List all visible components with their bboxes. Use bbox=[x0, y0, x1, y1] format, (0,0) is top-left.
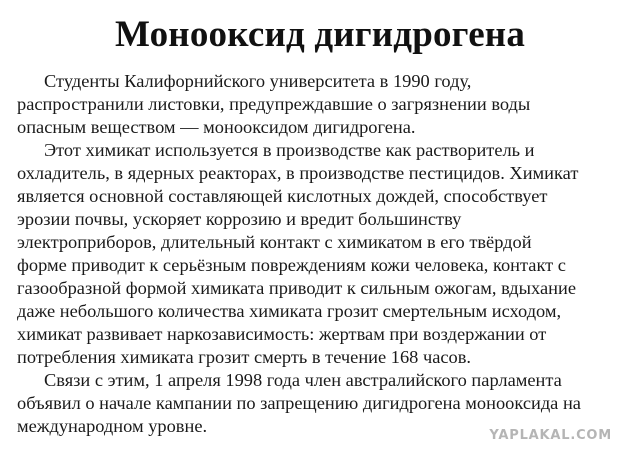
paragraph-1-line-2: распространили листовки, предупреждавшие о загрязнении воды bbox=[17, 94, 531, 114]
page-title: Монооксид дигидрогена bbox=[114, 14, 526, 55]
paragraph-2-line-2: охладитель, в ядерных реакторах, в производстве пестицидов. Химикат bbox=[17, 163, 579, 183]
paragraph-2-line-7: газообразной формой химиката приводит к сильным ожогам, вдыхание bbox=[17, 278, 576, 298]
paragraph-2-line-6: форме приводит к серьёзным повреждениям кожи человека, контакт с bbox=[17, 255, 566, 275]
paragraph-1-line-1: Студенты Калифорнийского университета в 1990 году, bbox=[44, 71, 472, 91]
paragraph-3-line-3: международном уровне. bbox=[17, 416, 208, 436]
paragraph-2-line-3: является основной составляющей кислотных дождей, способствует bbox=[17, 186, 548, 206]
paragraph-2-line-1: Этот химикат используется в производстве как растворитель и bbox=[44, 140, 535, 160]
paragraph-2-line-4: эрозии почвы, ускоряет коррозию и вредит большинству bbox=[17, 209, 462, 229]
paragraph-2-line-10: потребления химиката грозит смерть в течение 168 часов. bbox=[17, 347, 471, 367]
article-body bbox=[17, 70, 629, 438]
paragraph-3-line-1: Связи с этим, 1 апреля 1998 года член австралийского парламента bbox=[44, 370, 562, 390]
paragraph-2-line-8: даже небольшого количества химиката грозит смертельным исходом, bbox=[17, 301, 562, 321]
site-watermark: YAPLAKAL.COM bbox=[489, 428, 612, 443]
paragraph-1-line-3: опасным веществом — монооксидом дигидрогена. bbox=[17, 117, 416, 137]
paragraph-2-line-5: электроприборов, длительный контакт с химикатом в его твёрдой bbox=[17, 232, 532, 252]
paragraph-3-line-2: объявил о начале кампании по запрещению дигидрогена монооксида на bbox=[17, 393, 581, 413]
paragraph-2-line-9: химикат развивает наркозависимость: жертвам при воздержании от bbox=[17, 324, 547, 344]
